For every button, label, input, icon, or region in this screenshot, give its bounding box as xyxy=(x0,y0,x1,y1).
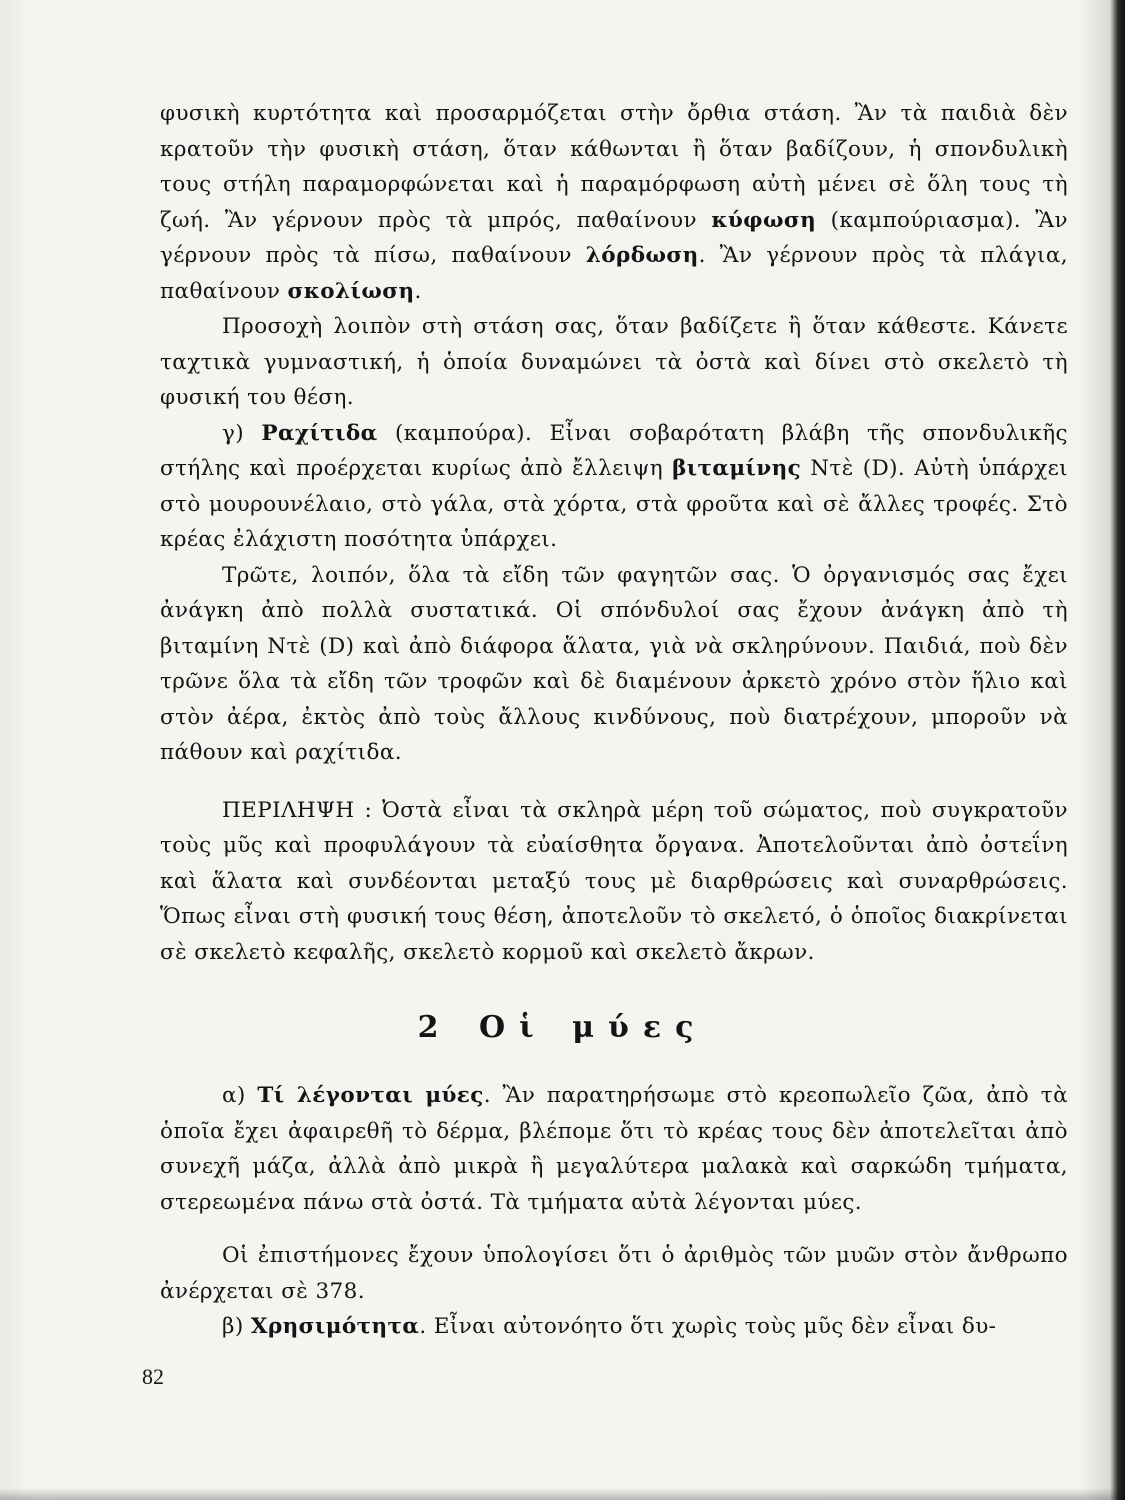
term-vitamin: βιταμίνης xyxy=(672,456,802,481)
paragraph-muscle-count: Οἱ ἐπιστήμονες ἔχουν ὑπολογίσει ὅτι ὁ ἀριθμὸς τῶν μυῶν στὸν ἄνθρωπο ἀνέρχεται σὲ 378. xyxy=(160,1243,1068,1304)
paragraph-attention: Προσοχὴ λοιπὸν στὴ στάση σας, ὅταν βαδίζετε ἢ ὅταν κάθεστε. Κάνετε ταχτικὰ γυμναστική, ἡ ὁποία δυναμώνει τὰ ὀστὰ καὶ δίνει στὸ σκελετὸ τὴ φυσική του θέση. xyxy=(160,314,1068,410)
paragraph-muscles-definition: α) Τί λέγονται μύες. Ἂν παρατηρήσωμε στὸ κρεοπωλεῖο ζῶα, ἀπὸ τὰ ὁποῖα ἔχει ἀφαιρεθῆ τὸ δέρμα, βλέπομε ὅτι τὸ κρέας τους δὲν ἀποτελεῖται ἀπὸ συνεχῆ μάζα, ἀλλὰ ἀπὸ μικρὰ ἢ μεγαλύτερα μαλακὰ καὶ σαρκώδη τμήματα, στερεωμένα πάνω στὰ ὀστά. Τὰ τμήματα αὐτὰ λέγονται μύες. xyxy=(160,1083,1068,1215)
paragraph-summary: ΠΕΡΙΛΗΨΗ : Ὀστὰ εἶναι τὰ σκληρὰ μέρη τοῦ σώματος, ποὺ συγκρατοῦν τοὺς μῦς καὶ προφυλάγουν τὰ εὐαίσθητα ὄργανα. Ἀποτελοῦνται ἀπὸ ὀστεΐνη καὶ ἅλατα καὶ συνδέονται μεταξύ τους μὲ διαρθρώσεις καὶ συναρθρώσεις. Ὅπως εἶναι στὴ φυσική τους θέση, ἀποτελοῦν τὸ σκελετό, ὁ ὁποῖος διακρίνεται σὲ σκελετὸ κεφαλῆς, σκελετὸ κορμοῦ καὶ σκελετὸ ἄκρων. xyxy=(160,797,1068,965)
paragraph-rickets: γ) Ραχίτιδα (καμπούρα). Εἶναι σοβαρότατη βλάβη τῆς σπονδυλικῆς στήλης καὶ προέρχεται κυρίως ἀπὸ ἔλλειψη βιταμίνης Ντὲ (D). Αὐτὴ ὑπάρχει στὸ μουρουνέλαιο, στὸ γάλα, στὰ χόρτα, στὰ φροῦτα καὶ σὲ ἄλλες τροφές. Στὸ κρέας ἐλάχιστη ποσότητα ὑπάρχει. xyxy=(160,420,1068,552)
term-kyphosis: κύφωση xyxy=(711,207,817,233)
section-title: Οἱ μύες xyxy=(478,1010,708,1045)
section-heading xyxy=(0,1010,1125,1045)
page-edge-shadow xyxy=(0,1488,1125,1500)
paragraph-usefulness: β) Χρησιμότητα. Εἶναι αὐτονόητο ὅτι χωρὶς τοὺς μῦς δὲν εἶναι δυ- xyxy=(222,1314,997,1339)
paragraph-nutrition: Τρῶτε, λοιπόν, ὅλα τὰ εἴδη τῶν φαγητῶν σας. Ὁ ὀργανισμός σας ἔχει ἀνάγκη ἀπὸ πολλὰ συστατικά. Οἱ σπόνδυλοί σας ἔχουν ἀνάγκη ἀπὸ τὴ βιταμίνη Ντὲ (D) καὶ ἀπὸ διάφορα ἅλατα, γιὰ νὰ σκληρύνουν. Παιδιά, ποὺ δὲν τρῶνε ὅλα τὰ εἴδη τῶν τροφῶν καὶ δὲ διαμένουν ἀρκετὸ χρόνο στὸν ἥλιο καὶ στὸν ἀέρα, ἐκτὸς ἀπὸ τοὺς ἄλλους κινδύνους, ποὺ διατρέχουν, μποροῦν νὰ πάθουν καὶ ραχίτιδα. xyxy=(160,562,1068,765)
term-rickets: Ραχίτιδα xyxy=(261,420,378,446)
section-number: 2 xyxy=(417,1010,447,1045)
section-text-block xyxy=(160,1078,1068,1345)
term-muscles: Τί λέγονται μύες xyxy=(257,1083,484,1108)
main-text-block xyxy=(160,96,1068,970)
term-usefulness: Χρησιμότητα xyxy=(250,1314,420,1339)
page-number: 82 xyxy=(142,1364,164,1389)
term-scoliosis: σκολίωση xyxy=(287,278,415,304)
paragraph-posture: φυσικὴ κυρτότητα καὶ προσαρμόζεται στὴν ὄρθια στάση. Ἂν τὰ παιδιὰ δὲν κρατοῦν τὴν φυσικὴ στάση, ὅταν κάθωνται ἢ ὅταν βαδίζουν, ἡ σπονδυλικὴ τους στήλη παραμορφώνεται καὶ ἡ παραμόρφωση αὐτὴ μένει σὲ ὅλη τους τὴ ζωή. Ἂν γέρνουν πρὸς τὰ μπρός, παθαίνουν κύφωση (καμπούριασμα). Ἂν γέρνουν πρὸς τὰ πίσω, παθαίνουν λόρδωση. Ἂν γέρνουν πρὸς τὰ πλάγια, παθαίνουν σκολίωση. xyxy=(160,101,1068,304)
term-lordosis: λόρδωση xyxy=(585,243,699,268)
